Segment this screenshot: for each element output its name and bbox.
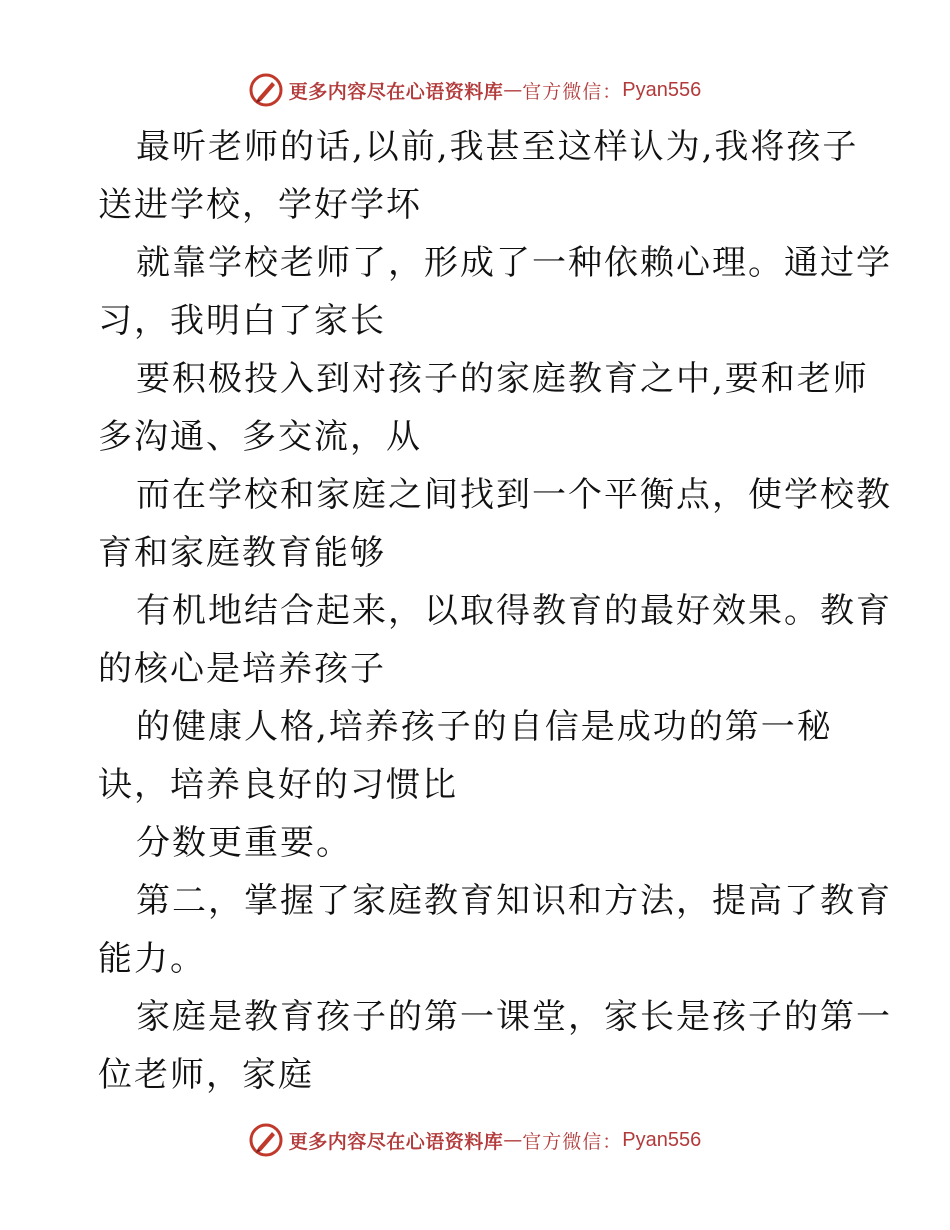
body-line: 就靠学校老师了，形成了一种依赖心理。通过学 [136,243,892,283]
footer-banner [0,1120,950,1160]
header-site-name: 更多内容尽在心语资料库 [288,80,504,103]
body-line: 最听老师的话,以前,我甚至这样认为,我将孩子 [136,127,859,167]
body-line: 要积极投入到对孩子的家庭教育之中,要和老师 [136,359,869,399]
body-line: 送进学校，学好学坏 [98,185,422,225]
body-line: 的核心是培养孩子 [98,649,386,689]
document-body [98,118,892,1104]
body-line: 诀，培养良好的习惯比 [98,765,458,805]
header-wechat-label: 官方微信： [522,80,623,103]
pen-logo-icon [249,73,283,107]
header-dash: — [503,79,523,101]
body-line: 育和家庭教育能够 [98,533,386,573]
body-line: 位老师，家庭 [98,1055,314,1095]
body-line: 的健康人格,培养孩子的自信是成功的第一秘 [136,707,833,747]
body-line: 有机地结合起来，以取得教育的最好效果。教育 [136,591,892,631]
body-line: 能力。 [98,939,206,979]
footer-site-name: 更多内容尽在心语资料库 [288,1130,504,1153]
body-line: 习，我明白了家长 [98,301,386,341]
body-line: 第二，掌握了家庭教育知识和方法，提高了教育 [136,881,892,921]
footer-dash: — [503,1129,523,1151]
footer-wechat-id: Pyan556 [622,1128,702,1151]
header-wechat-id: Pyan556 [622,78,702,101]
header-banner [0,70,950,110]
body-line: 家庭是教育孩子的第一课堂，家长是孩子的第一 [136,997,892,1037]
footer-wechat-label: 官方微信： [522,1130,623,1153]
body-line: 多沟通、多交流，从 [98,417,422,457]
pen-logo-icon [249,1123,283,1157]
body-line: 分数更重要。 [136,823,352,863]
body-line: 而在学校和家庭之间找到一个平衡点，使学校教 [136,475,892,515]
